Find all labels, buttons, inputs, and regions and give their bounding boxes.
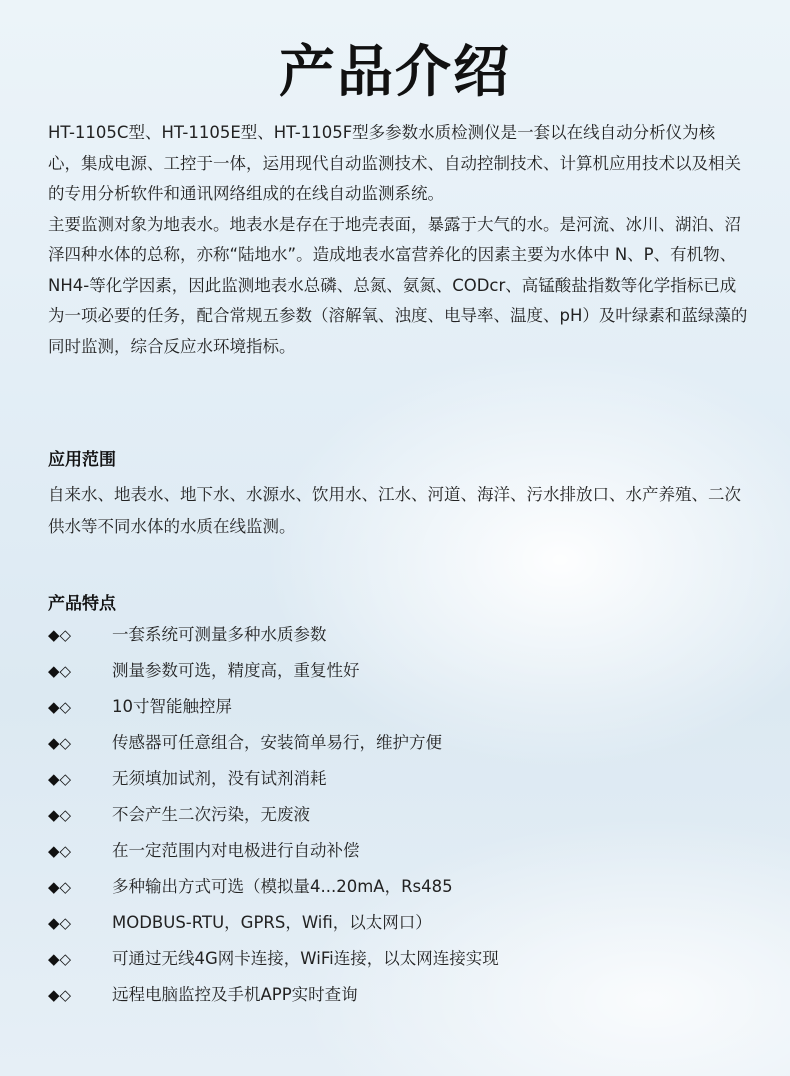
- diamond-bullet-icon: ◆◇: [48, 698, 72, 716]
- applications-text: 自来水、地表水、地下水、水源水、饮用水、江水、河道、海洋、污水排放口、水产养殖、二次供水等不同水体的水质在线监测。: [48, 485, 741, 536]
- feature-text: 无须填加试剂，没有试剂消耗: [112, 769, 327, 788]
- feature-text: 测量参数可选，精度高，重复性好: [112, 661, 360, 680]
- intro-section: [48, 118, 748, 362]
- features-list: [48, 620, 748, 1016]
- feature-text: 传感器可任意组合，安装简单易行，维护方便: [112, 733, 442, 752]
- diamond-bullet-icon: ◆◇: [48, 770, 72, 788]
- page-title: 产品介绍: [279, 39, 511, 105]
- intro-paragraph-2: 主要监测对象为地表水。地表水是存在于地壳表面，暴露于大气的水。是河流、冰川、湖泊、沼泽四种水体的总称，亦称“陆地水”。造成地表水富营养化的因素主要为水体中 N、P、有机物、NH4-等化学因素，因此监测地表水总磷、总氮、氨氮、CODcr、高锰酸盐指数等化学指标已成为一项必要的任务，配合常规五参数（溶解氧、浊度、电导率、温度、pH）及叶绿素和蓝绿藻的同时监测，综合反应水环境指标。: [48, 214, 748, 356]
- feature-item: [48, 692, 748, 728]
- diamond-bullet-icon: ◆◇: [48, 626, 72, 644]
- feature-item: [48, 800, 748, 836]
- diamond-bullet-icon: ◆◇: [48, 842, 72, 860]
- diamond-bullet-icon: ◆◇: [48, 878, 72, 896]
- feature-text: 10寸智能触控屏: [112, 697, 232, 716]
- diamond-bullet-icon: ◆◇: [48, 950, 72, 968]
- feature-item: [48, 656, 748, 692]
- feature-text: 不会产生二次污染，无废液: [112, 805, 310, 824]
- feature-text: 在一定范围内对电极进行自动补偿: [112, 841, 360, 860]
- feature-item: [48, 764, 748, 800]
- feature-item: [48, 872, 748, 908]
- feature-item: [48, 620, 748, 656]
- features-heading: 产品特点: [48, 594, 116, 614]
- diamond-bullet-icon: ◆◇: [48, 734, 72, 752]
- feature-item: [48, 908, 748, 944]
- diamond-bullet-icon: ◆◇: [48, 914, 72, 932]
- diamond-bullet-icon: ◆◇: [48, 986, 72, 1004]
- diamond-bullet-icon: ◆◇: [48, 806, 72, 824]
- feature-text: 多种输出方式可选（模拟量4...20mA，Rs485: [112, 877, 453, 896]
- feature-text: 一套系统可测量多种水质参数: [112, 625, 327, 644]
- applications-heading: 应用范围: [48, 450, 116, 470]
- feature-item: [48, 728, 748, 764]
- feature-text: 远程电脑监控及手机APP实时查询: [112, 985, 358, 1004]
- feature-text: MODBUS-RTU，GPRS，Wifi，以太网口）: [112, 913, 432, 932]
- feature-item: [48, 836, 748, 872]
- feature-item: [48, 980, 748, 1016]
- feature-item: [48, 944, 748, 980]
- intro-paragraph-1: HT-1105C型、HT-1105E型、HT-1105F型多参数水质检测仪是一套以在线自动分析仪为核心，集成电源、工控于一体，运用现代自动监测技术、自动控制技术、计算机应用技术以及相关的专用分析软件和通讯网络组成的在线自动监测系统。: [48, 123, 741, 203]
- diamond-bullet-icon: ◆◇: [48, 662, 72, 680]
- feature-text: 可通过无线4G网卡连接，WiFi连接，以太网连接实现: [112, 949, 499, 968]
